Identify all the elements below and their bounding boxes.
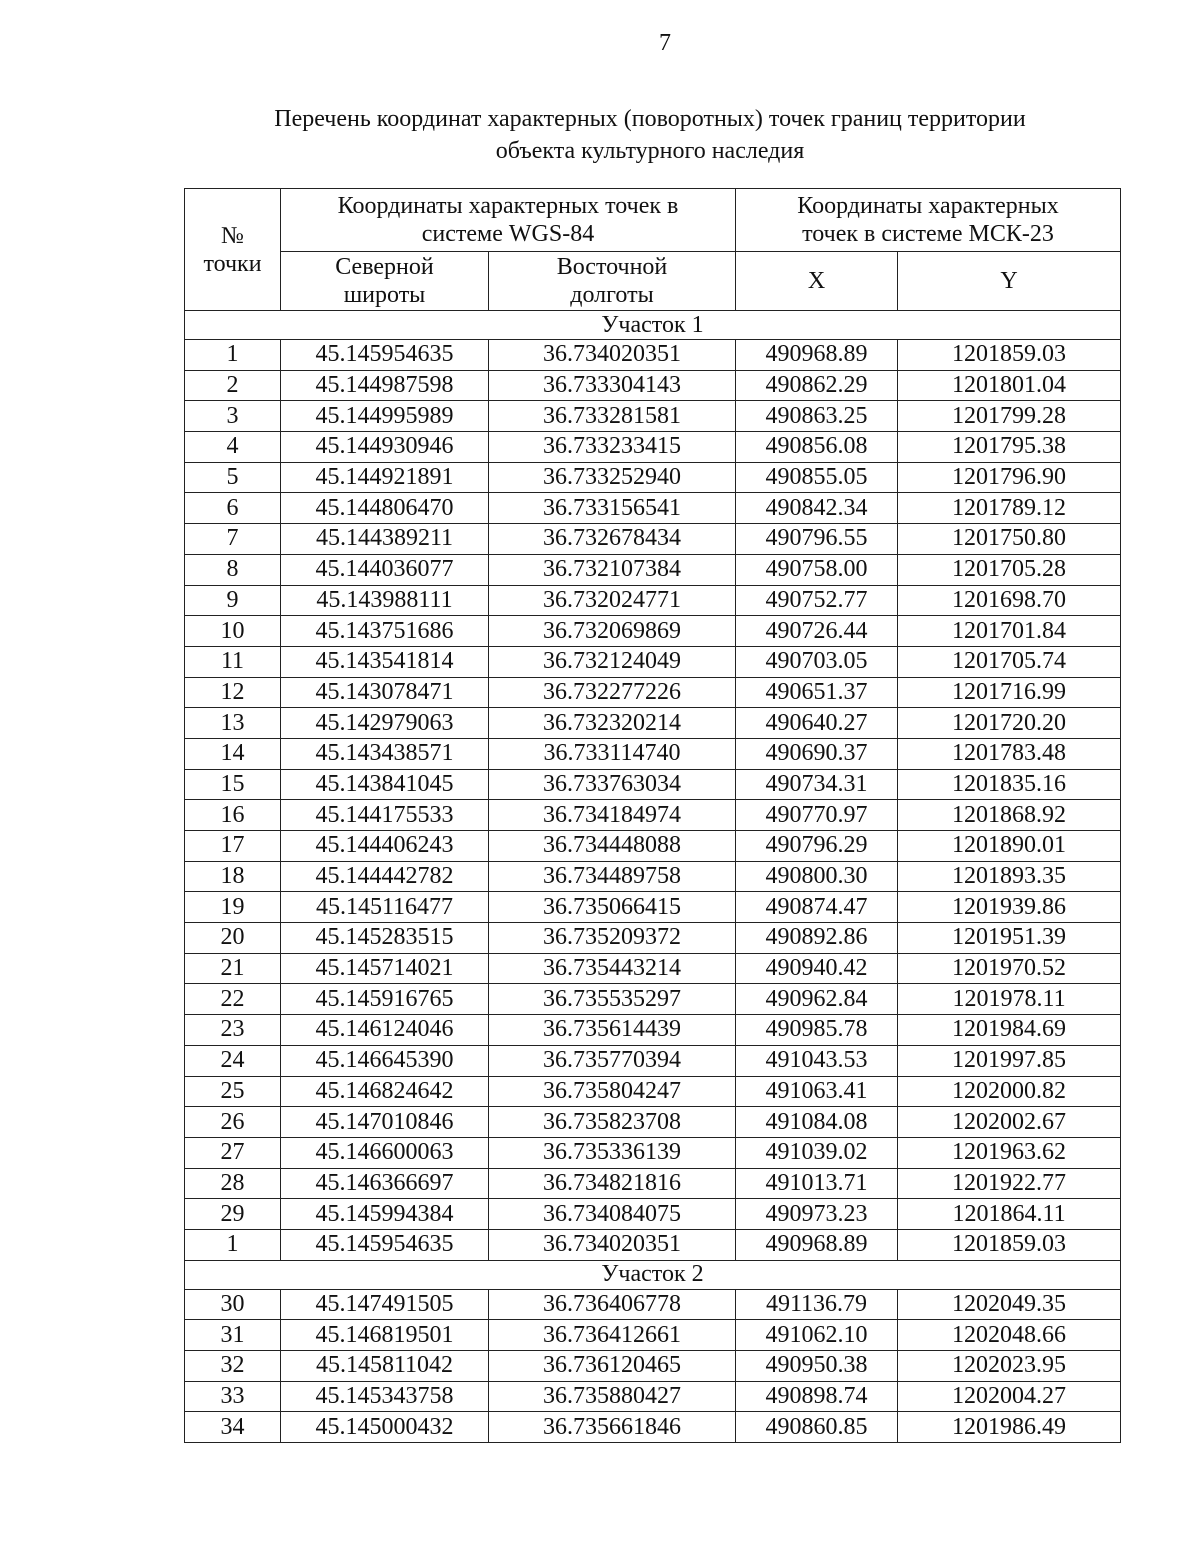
cell-latitude: 45.144806470 bbox=[281, 493, 489, 524]
cell-latitude: 45.145343758 bbox=[281, 1381, 489, 1412]
header-latitude-line-2: широты bbox=[343, 282, 426, 308]
table-header bbox=[185, 189, 1121, 311]
table-row bbox=[185, 1320, 1121, 1351]
cell-point-number: 7 bbox=[185, 524, 281, 555]
cell-longitude: 36.733233415 bbox=[489, 432, 736, 463]
cell-x: 490874.47 bbox=[736, 892, 898, 923]
table-row bbox=[185, 1168, 1121, 1199]
cell-longitude: 36.734448088 bbox=[489, 831, 736, 862]
cell-y: 1202049.35 bbox=[898, 1289, 1121, 1320]
cell-longitude: 36.733763034 bbox=[489, 769, 736, 800]
cell-point-number: 4 bbox=[185, 432, 281, 463]
table-row bbox=[185, 462, 1121, 493]
cell-longitude: 36.734184974 bbox=[489, 800, 736, 831]
cell-point-number: 27 bbox=[185, 1137, 281, 1168]
cell-y: 1201970.52 bbox=[898, 953, 1121, 984]
cell-longitude: 36.732024771 bbox=[489, 585, 736, 616]
table-row bbox=[185, 1351, 1121, 1382]
cell-x: 490898.74 bbox=[736, 1381, 898, 1412]
cell-x: 490855.05 bbox=[736, 462, 898, 493]
cell-longitude: 36.735614439 bbox=[489, 1015, 736, 1046]
table-body bbox=[185, 311, 1121, 1443]
cell-y: 1201939.86 bbox=[898, 892, 1121, 923]
cell-y: 1201859.03 bbox=[898, 1229, 1121, 1260]
table-row bbox=[185, 1015, 1121, 1046]
cell-y: 1201701.84 bbox=[898, 616, 1121, 647]
cell-x: 490726.44 bbox=[736, 616, 898, 647]
cell-y: 1202004.27 bbox=[898, 1381, 1121, 1412]
header-msk23-group bbox=[736, 189, 1121, 252]
cell-longitude: 36.735535297 bbox=[489, 984, 736, 1015]
cell-x: 491043.53 bbox=[736, 1045, 898, 1076]
cell-longitude: 36.735209372 bbox=[489, 923, 736, 954]
cell-y: 1201978.11 bbox=[898, 984, 1121, 1015]
header-longitude-line-2: долготы bbox=[570, 282, 654, 308]
cell-point-number: 17 bbox=[185, 831, 281, 862]
cell-longitude: 36.734821816 bbox=[489, 1168, 736, 1199]
cell-y: 1201796.90 bbox=[898, 462, 1121, 493]
cell-y: 1201716.99 bbox=[898, 677, 1121, 708]
cell-latitude: 45.145811042 bbox=[281, 1351, 489, 1382]
cell-latitude: 45.143841045 bbox=[281, 769, 489, 800]
cell-point-number: 1 bbox=[185, 340, 281, 371]
cell-x: 490968.89 bbox=[736, 1229, 898, 1260]
cell-point-number: 11 bbox=[185, 646, 281, 677]
cell-x: 490856.08 bbox=[736, 432, 898, 463]
header-x: X bbox=[736, 252, 898, 311]
cell-y: 1201890.01 bbox=[898, 831, 1121, 862]
header-point-number-line-2: точки bbox=[203, 250, 262, 277]
cell-x: 490863.25 bbox=[736, 401, 898, 432]
cell-point-number: 26 bbox=[185, 1107, 281, 1138]
cell-y: 1201783.48 bbox=[898, 738, 1121, 769]
cell-y: 1201835.16 bbox=[898, 769, 1121, 800]
table-row bbox=[185, 1412, 1121, 1443]
cell-longitude: 36.735661846 bbox=[489, 1412, 736, 1443]
table-row bbox=[185, 524, 1121, 555]
cell-x: 490703.05 bbox=[736, 646, 898, 677]
cell-y: 1201864.11 bbox=[898, 1199, 1121, 1230]
cell-x: 490758.00 bbox=[736, 554, 898, 585]
cell-x: 491084.08 bbox=[736, 1107, 898, 1138]
cell-longitude: 36.735770394 bbox=[489, 1045, 736, 1076]
cell-y: 1202023.95 bbox=[898, 1351, 1121, 1382]
cell-y: 1201801.04 bbox=[898, 370, 1121, 401]
cell-y: 1201868.92 bbox=[898, 800, 1121, 831]
cell-point-number: 28 bbox=[185, 1168, 281, 1199]
cell-longitude: 36.732124049 bbox=[489, 646, 736, 677]
cell-y: 1201859.03 bbox=[898, 340, 1121, 371]
cell-longitude: 36.733281581 bbox=[489, 401, 736, 432]
cell-longitude: 36.735066415 bbox=[489, 892, 736, 923]
cell-y: 1201705.74 bbox=[898, 646, 1121, 677]
cell-x: 491136.79 bbox=[736, 1289, 898, 1320]
cell-latitude: 45.143438571 bbox=[281, 738, 489, 769]
cell-y: 1201984.69 bbox=[898, 1015, 1121, 1046]
cell-point-number: 24 bbox=[185, 1045, 281, 1076]
cell-latitude: 45.143988111 bbox=[281, 585, 489, 616]
table-row bbox=[185, 1199, 1121, 1230]
cell-x: 490796.55 bbox=[736, 524, 898, 555]
cell-x: 490752.77 bbox=[736, 585, 898, 616]
cell-latitude: 45.142979063 bbox=[281, 708, 489, 739]
table-row bbox=[185, 953, 1121, 984]
cell-x: 490800.30 bbox=[736, 861, 898, 892]
cell-point-number: 32 bbox=[185, 1351, 281, 1382]
cell-point-number: 3 bbox=[185, 401, 281, 432]
cell-x: 490770.97 bbox=[736, 800, 898, 831]
cell-latitude: 45.144987598 bbox=[281, 370, 489, 401]
cell-longitude: 36.732277226 bbox=[489, 677, 736, 708]
table-row bbox=[185, 1289, 1121, 1320]
table-row bbox=[185, 401, 1121, 432]
cell-point-number: 12 bbox=[185, 677, 281, 708]
cell-longitude: 36.733252940 bbox=[489, 462, 736, 493]
table-row bbox=[185, 554, 1121, 585]
table-row bbox=[185, 1229, 1121, 1260]
cell-longitude: 36.735880427 bbox=[489, 1381, 736, 1412]
table-row bbox=[185, 984, 1121, 1015]
cell-latitude: 45.146819501 bbox=[281, 1320, 489, 1351]
cell-x: 490796.29 bbox=[736, 831, 898, 862]
cell-x: 490651.37 bbox=[736, 677, 898, 708]
cell-longitude: 36.736412661 bbox=[489, 1320, 736, 1351]
cell-point-number: 1 bbox=[185, 1229, 281, 1260]
header-msk23-line-2: точек в системе МСК-23 bbox=[802, 221, 1054, 247]
header-latitude-line-1: Северной bbox=[335, 254, 434, 280]
cell-y: 1202000.82 bbox=[898, 1076, 1121, 1107]
table-row bbox=[185, 646, 1121, 677]
cell-y: 1201922.77 bbox=[898, 1168, 1121, 1199]
header-msk23-line-1: Координаты характерных bbox=[797, 193, 1059, 219]
table-row bbox=[185, 923, 1121, 954]
cell-y: 1201789.12 bbox=[898, 493, 1121, 524]
cell-y: 1201799.28 bbox=[898, 401, 1121, 432]
cell-longitude: 36.735443214 bbox=[489, 953, 736, 984]
header-wgs84-group bbox=[281, 189, 736, 252]
cell-point-number: 8 bbox=[185, 554, 281, 585]
cell-latitude: 45.144175533 bbox=[281, 800, 489, 831]
cell-x: 490842.34 bbox=[736, 493, 898, 524]
cell-longitude: 36.734020351 bbox=[489, 340, 736, 371]
table-row bbox=[185, 616, 1121, 647]
cell-y: 1201951.39 bbox=[898, 923, 1121, 954]
cell-longitude: 36.733156541 bbox=[489, 493, 736, 524]
cell-latitude: 45.145994384 bbox=[281, 1199, 489, 1230]
cell-y: 1202002.67 bbox=[898, 1107, 1121, 1138]
table-row bbox=[185, 493, 1121, 524]
cell-point-number: 31 bbox=[185, 1320, 281, 1351]
cell-x: 491039.02 bbox=[736, 1137, 898, 1168]
cell-latitude: 45.145714021 bbox=[281, 953, 489, 984]
cell-point-number: 6 bbox=[185, 493, 281, 524]
cell-latitude: 45.146645390 bbox=[281, 1045, 489, 1076]
header-longitude-line-1: Восточной bbox=[556, 254, 668, 280]
cell-x: 490950.38 bbox=[736, 1351, 898, 1382]
cell-y: 1201963.62 bbox=[898, 1137, 1121, 1168]
cell-latitude: 45.145116477 bbox=[281, 892, 489, 923]
cell-x: 490973.23 bbox=[736, 1199, 898, 1230]
header-wgs84-line-1: Координаты характерных точек в bbox=[337, 193, 679, 219]
cell-point-number: 33 bbox=[185, 1381, 281, 1412]
cell-latitude: 45.144930946 bbox=[281, 432, 489, 463]
document-title bbox=[150, 103, 1150, 167]
cell-x: 490892.86 bbox=[736, 923, 898, 954]
cell-longitude: 36.734020351 bbox=[489, 1229, 736, 1260]
cell-point-number: 34 bbox=[185, 1412, 281, 1443]
cell-latitude: 45.147491505 bbox=[281, 1289, 489, 1320]
table-row bbox=[185, 340, 1121, 371]
header-point-number bbox=[185, 189, 281, 311]
cell-latitude: 45.145916765 bbox=[281, 984, 489, 1015]
cell-longitude: 36.732069869 bbox=[489, 616, 736, 647]
cell-x: 490968.89 bbox=[736, 340, 898, 371]
cell-x: 490690.37 bbox=[736, 738, 898, 769]
header-latitude bbox=[281, 252, 489, 311]
cell-latitude: 45.144995989 bbox=[281, 401, 489, 432]
cell-x: 490734.31 bbox=[736, 769, 898, 800]
cell-x: 491063.41 bbox=[736, 1076, 898, 1107]
cell-point-number: 25 bbox=[185, 1076, 281, 1107]
header-wgs84-line-2: системе WGS-84 bbox=[421, 221, 595, 247]
cell-latitude: 45.145954635 bbox=[281, 1229, 489, 1260]
cell-x: 491013.71 bbox=[736, 1168, 898, 1199]
title-line-1: Перечень координат характерных (поворотных) точек границ территории bbox=[274, 106, 1026, 132]
table-row bbox=[185, 677, 1121, 708]
section-row bbox=[185, 311, 1121, 340]
cell-y: 1201750.80 bbox=[898, 524, 1121, 555]
cell-longitude: 36.735804247 bbox=[489, 1076, 736, 1107]
cell-y: 1201698.70 bbox=[898, 585, 1121, 616]
table-row bbox=[185, 432, 1121, 463]
cell-point-number: 13 bbox=[185, 708, 281, 739]
cell-longitude: 36.732320214 bbox=[489, 708, 736, 739]
section-label: Участок 2 bbox=[185, 1260, 1121, 1289]
cell-latitude: 45.144442782 bbox=[281, 861, 489, 892]
header-point-number-line-1: № bbox=[221, 222, 244, 249]
cell-x: 490962.84 bbox=[736, 984, 898, 1015]
cell-longitude: 36.736120465 bbox=[489, 1351, 736, 1382]
page-number: 7 bbox=[659, 30, 671, 56]
cell-longitude: 36.735823708 bbox=[489, 1107, 736, 1138]
cell-y: 1201795.38 bbox=[898, 432, 1121, 463]
cell-y: 1201986.49 bbox=[898, 1412, 1121, 1443]
cell-point-number: 16 bbox=[185, 800, 281, 831]
cell-point-number: 20 bbox=[185, 923, 281, 954]
cell-latitude: 45.144921891 bbox=[281, 462, 489, 493]
cell-y: 1201705.28 bbox=[898, 554, 1121, 585]
cell-point-number: 5 bbox=[185, 462, 281, 493]
cell-y: 1202048.66 bbox=[898, 1320, 1121, 1351]
table-row bbox=[185, 892, 1121, 923]
cell-point-number: 22 bbox=[185, 984, 281, 1015]
cell-y: 1201997.85 bbox=[898, 1045, 1121, 1076]
cell-point-number: 23 bbox=[185, 1015, 281, 1046]
table-row bbox=[185, 1137, 1121, 1168]
cell-x: 490640.27 bbox=[736, 708, 898, 739]
table-row bbox=[185, 861, 1121, 892]
cell-latitude: 45.146824642 bbox=[281, 1076, 489, 1107]
table-row bbox=[185, 831, 1121, 862]
cell-point-number: 18 bbox=[185, 861, 281, 892]
table-row bbox=[185, 708, 1121, 739]
cell-point-number: 10 bbox=[185, 616, 281, 647]
cell-longitude: 36.733304143 bbox=[489, 370, 736, 401]
cell-latitude: 45.147010846 bbox=[281, 1107, 489, 1138]
cell-point-number: 9 bbox=[185, 585, 281, 616]
table-row bbox=[185, 370, 1121, 401]
cell-point-number: 14 bbox=[185, 738, 281, 769]
cell-longitude: 36.732107384 bbox=[489, 554, 736, 585]
cell-latitude: 45.146124046 bbox=[281, 1015, 489, 1046]
cell-latitude: 45.146600063 bbox=[281, 1137, 489, 1168]
table-row bbox=[185, 585, 1121, 616]
cell-point-number: 2 bbox=[185, 370, 281, 401]
coordinates-table bbox=[184, 188, 1121, 1443]
table-row bbox=[185, 1107, 1121, 1138]
cell-latitude: 45.145954635 bbox=[281, 340, 489, 371]
cell-y: 1201893.35 bbox=[898, 861, 1121, 892]
cell-latitude: 45.146366697 bbox=[281, 1168, 489, 1199]
cell-longitude: 36.735336139 bbox=[489, 1137, 736, 1168]
table-row bbox=[185, 1381, 1121, 1412]
cell-latitude: 45.143751686 bbox=[281, 616, 489, 647]
cell-point-number: 19 bbox=[185, 892, 281, 923]
cell-point-number: 30 bbox=[185, 1289, 281, 1320]
cell-point-number: 21 bbox=[185, 953, 281, 984]
cell-x: 490940.42 bbox=[736, 953, 898, 984]
cell-x: 490860.85 bbox=[736, 1412, 898, 1443]
cell-latitude: 45.145000432 bbox=[281, 1412, 489, 1443]
cell-latitude: 45.143078471 bbox=[281, 677, 489, 708]
title-line-2: объекта культурного наследия bbox=[495, 138, 805, 164]
cell-latitude: 45.145283515 bbox=[281, 923, 489, 954]
cell-longitude: 36.734084075 bbox=[489, 1199, 736, 1230]
cell-x: 490862.29 bbox=[736, 370, 898, 401]
cell-y: 1201720.20 bbox=[898, 708, 1121, 739]
cell-longitude: 36.736406778 bbox=[489, 1289, 736, 1320]
cell-point-number: 15 bbox=[185, 769, 281, 800]
cell-latitude: 45.144036077 bbox=[281, 554, 489, 585]
cell-longitude: 36.733114740 bbox=[489, 738, 736, 769]
cell-latitude: 45.143541814 bbox=[281, 646, 489, 677]
cell-point-number: 29 bbox=[185, 1199, 281, 1230]
cell-latitude: 45.144406243 bbox=[281, 831, 489, 862]
cell-latitude: 45.144389211 bbox=[281, 524, 489, 555]
table-row bbox=[185, 1076, 1121, 1107]
cell-longitude: 36.734489758 bbox=[489, 861, 736, 892]
header-longitude bbox=[489, 252, 736, 311]
cell-x: 490985.78 bbox=[736, 1015, 898, 1046]
table-row bbox=[185, 769, 1121, 800]
table-row bbox=[185, 738, 1121, 769]
cell-longitude: 36.732678434 bbox=[489, 524, 736, 555]
section-row bbox=[185, 1260, 1121, 1289]
cell-x: 491062.10 bbox=[736, 1320, 898, 1351]
table-row bbox=[185, 800, 1121, 831]
table-row bbox=[185, 1045, 1121, 1076]
section-label: Участок 1 bbox=[185, 311, 1121, 340]
header-y: Y bbox=[898, 252, 1121, 311]
